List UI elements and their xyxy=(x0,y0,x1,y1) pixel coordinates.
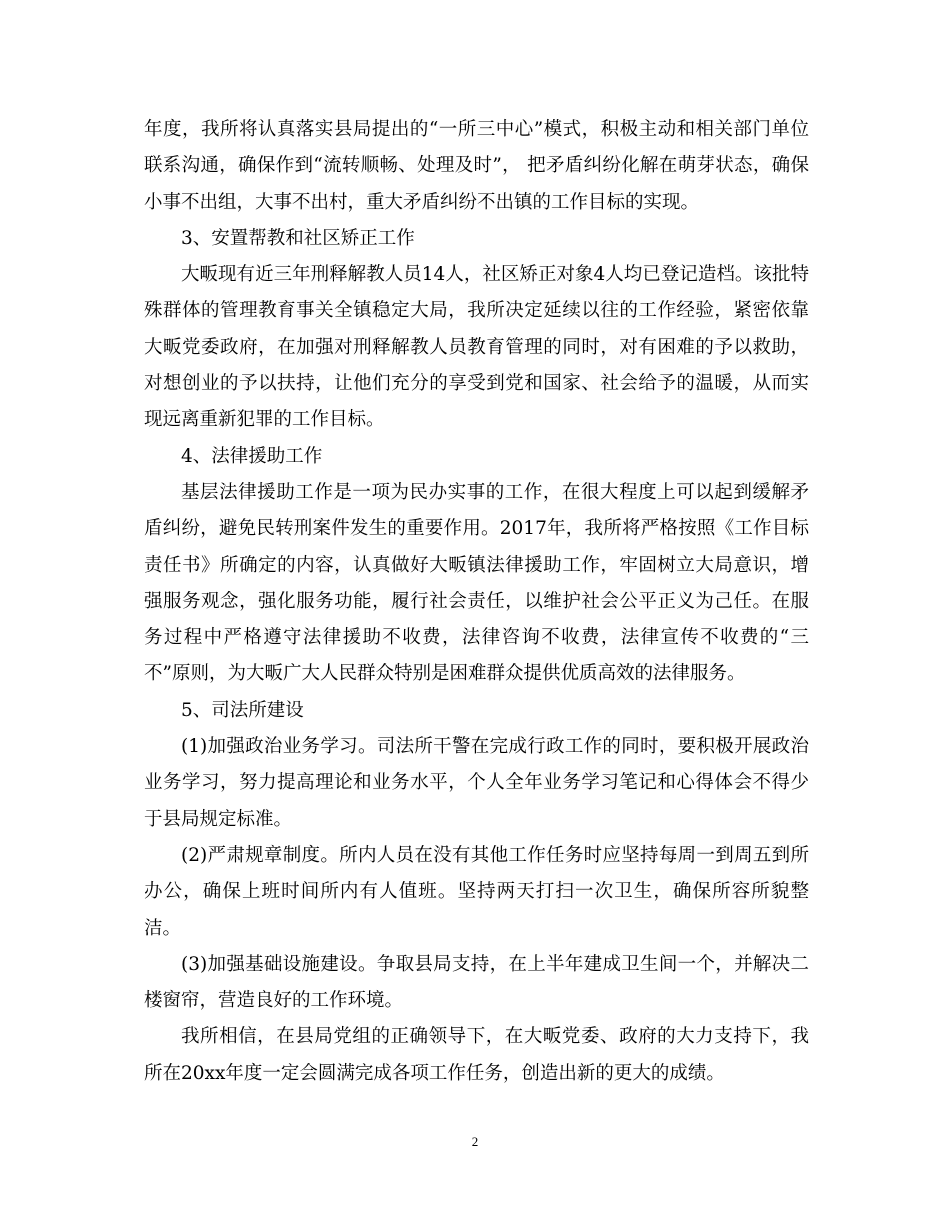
section-heading-legal-aid: 4、法律援助工作 xyxy=(181,445,323,467)
paragraph-continuation: 年度，我所将认真落实县局提出的“一所三中心”模式，积极主动和相关部门单位联系沟通，确保作到“流转顺畅、处理及时”， 把矛盾纠纷化解在萌芽状态，确保小事不出组，大事不出村，重大矛盾纠纷不出镇的工作目标的实现。 xyxy=(144,119,809,213)
paragraph-resettlement: 大畈现有近三年刑释解教人员14人，社区矫正对象4人均已登记造档。该批特殊群体的管理教育事关全镇稳定大局，我所决定延续以往的工作经验，紧密依靠大畈党委政府，在加强对刑释解教人员教育管理的同时，对有困难的予以救助，对想创业的予以扶持，让他们充分的享受到党和国家、社会给予的温暖，从而实现远离重新犯罪的工作目标。 xyxy=(144,264,809,431)
section-heading-judicial-office: 5、司法所建设 xyxy=(181,699,304,721)
document-body xyxy=(144,112,809,1092)
paragraph-legal-aid: 基层法律援助工作是一项为民办实事的工作，在很大程度上可以起到缓解矛盾纠纷，避免民转刑案件发生的重要作用。2017年，我所将严格按照《工作目标责任书》所确定的内容，认真做好大畈镇法律援助工作，牢固树立大局意识，增强服务观念，强化服务功能，履行社会责任，以维护社会公平正义为己任。在服务过程中严格遵守法律援助不收费，法律咨询不收费，法律宣传不收费的“三不”原则，为大畈广大人民群众特别是困难群众提供优质高效的法律服务。 xyxy=(144,481,809,685)
section-heading-resettlement: 3、安置帮教和社区矫正工作 xyxy=(181,227,415,249)
paragraph-item-1: (1)加强政治业务学习。司法所干警在完成行政工作的同时，要积极开展政治业务学习，努力提高理论和业务水平，个人全年业务学习笔记和心得体会不得少于县局规定标准。 xyxy=(144,736,809,830)
paragraph-item-2: (2)严肃规章制度。所内人员在没有其他工作任务时应坚持每周一到周五到所办公，确保上班时间所内有人值班。坚持两天打扫一次卫生，确保所容所貌整洁。 xyxy=(144,844,809,939)
paragraph-conclusion: 我所相信，在县局党组的正确领导下，在大畈党委、政府的大力支持下，我所在20xx年度一定会圆满完成各项工作任务，创造出新的更大的成绩。 xyxy=(144,1026,809,1084)
paragraph-item-3: (3)加强基础设施建设。争取县局支持，在上半年建成卫生间一个，并解决二楼窗帘，营造良好的工作环境。 xyxy=(144,953,809,1012)
page-number: 2 xyxy=(471,1134,479,1149)
